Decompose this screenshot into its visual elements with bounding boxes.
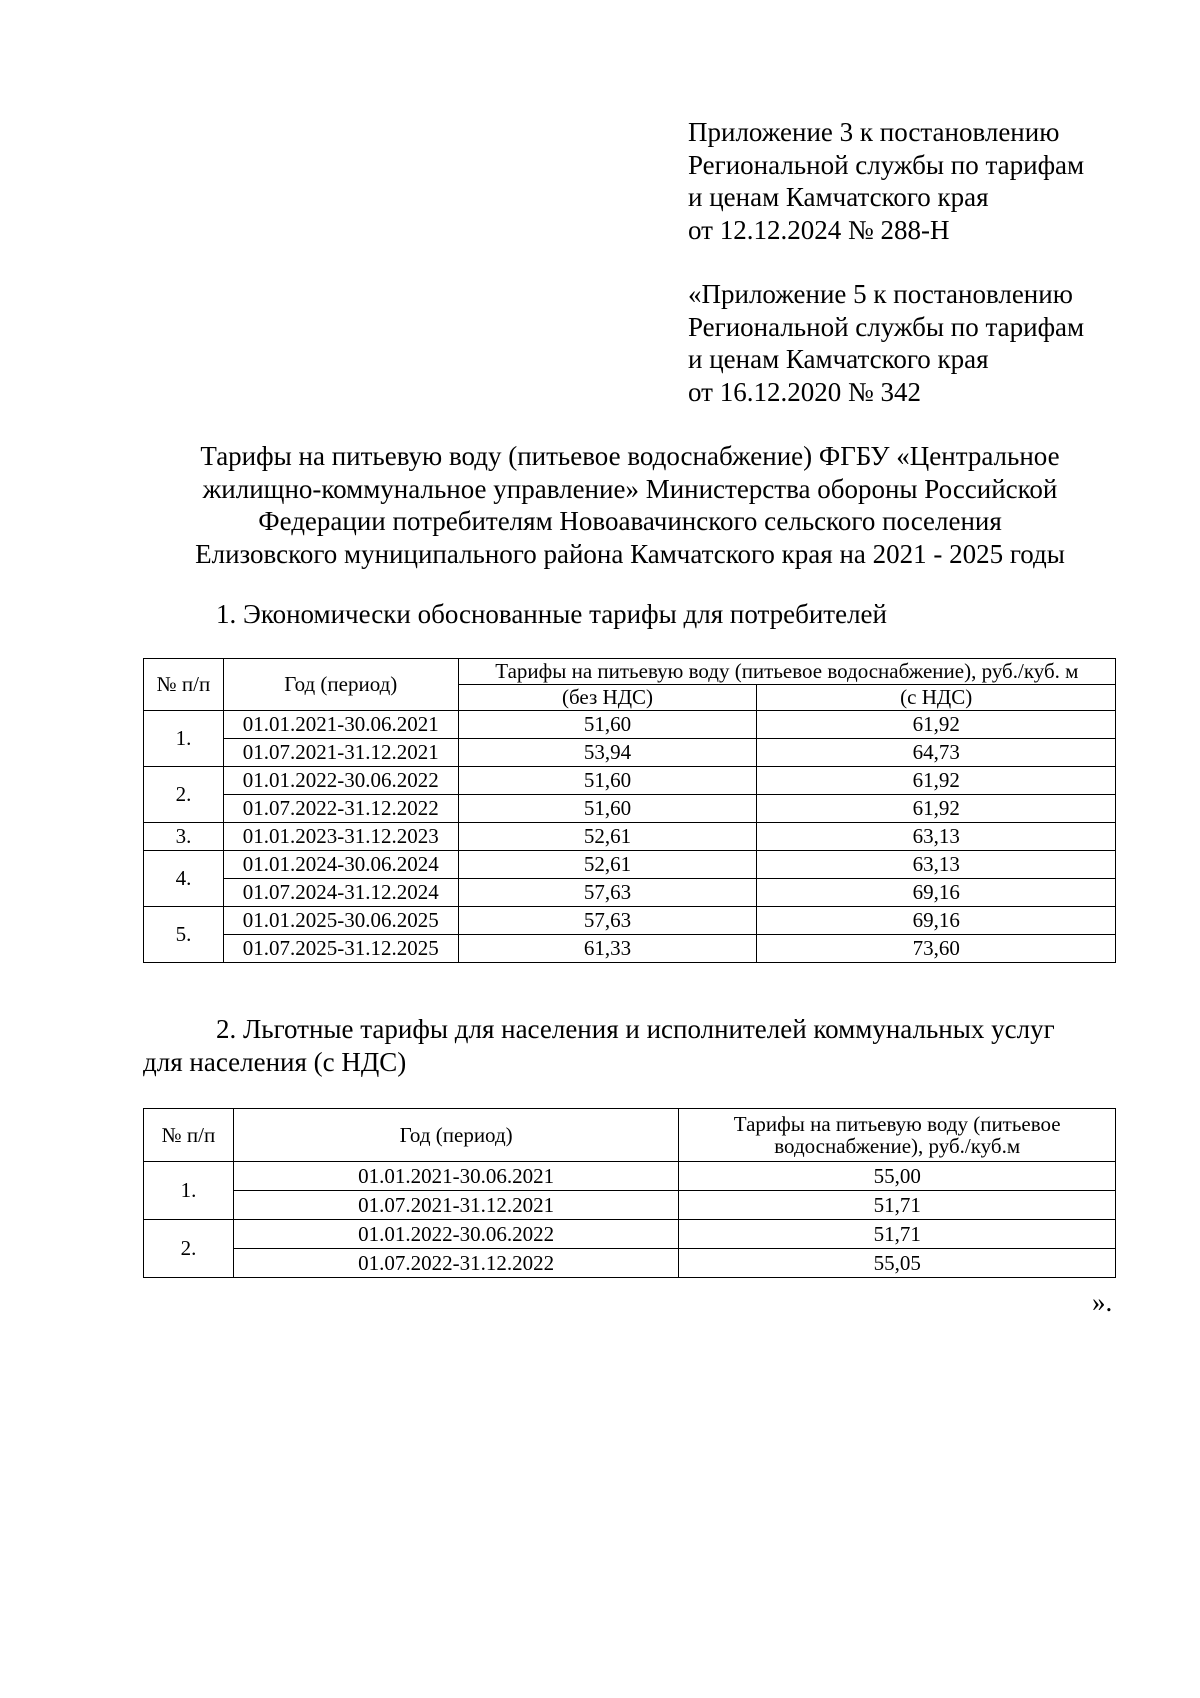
tariff-without-vat-cell: 52,61 <box>458 823 757 851</box>
tariff-with-vat-cell: 61,92 <box>757 795 1116 823</box>
column-header-tariff: Тарифы на питьевую воду (питьевое водоснабжение), руб./куб. м <box>458 659 1115 685</box>
period-cell: 01.01.2025-30.06.2025 <box>223 907 458 935</box>
row-number: 1. <box>144 711 224 767</box>
period-cell: 01.07.2024-31.12.2024 <box>223 879 458 907</box>
annex-line: Региональной службы по тарифам <box>688 311 1085 342</box>
annex-reference-previous <box>688 278 1158 408</box>
row-number: 5. <box>144 907 224 963</box>
table-row <box>144 1191 1116 1220</box>
preferential-tariffs-table <box>143 1108 1116 1278</box>
period-cell: 01.01.2024-30.06.2024 <box>223 851 458 879</box>
table-row <box>144 739 1116 767</box>
tariff-cell: 55,05 <box>679 1249 1116 1278</box>
period-cell: 01.01.2021-30.06.2021 <box>223 711 458 739</box>
tariff-with-vat-cell: 61,92 <box>757 767 1116 795</box>
period-cell: 01.07.2025-31.12.2025 <box>223 935 458 963</box>
column-header-tariff <box>679 1109 1116 1162</box>
period-cell: 01.01.2022-30.06.2022 <box>233 1220 679 1249</box>
section-2-heading-continuation: для населения (с НДС) <box>143 1047 407 1077</box>
tariff-with-vat-cell: 61,92 <box>757 711 1116 739</box>
period-cell: 01.07.2022-31.12.2022 <box>223 795 458 823</box>
tariff-header-line: водоснабжение), руб./куб.м <box>774 1134 1021 1158</box>
row-number: 1. <box>144 1162 234 1220</box>
row-number: 2. <box>144 1220 234 1278</box>
table-row <box>144 1249 1116 1278</box>
period-cell: 01.01.2022-30.06.2022 <box>223 767 458 795</box>
tariff-cell: 55,00 <box>679 1162 1116 1191</box>
table-row <box>144 879 1116 907</box>
tariff-without-vat-cell: 51,60 <box>458 767 757 795</box>
annex-line: «Приложение 5 к постановлению <box>688 279 1073 309</box>
period-cell: 01.01.2021-30.06.2021 <box>233 1162 679 1191</box>
annex-line: и ценам Камчатского края <box>688 344 989 374</box>
tariff-cell: 51,71 <box>679 1220 1116 1249</box>
period-cell: 01.01.2023-31.12.2023 <box>223 823 458 851</box>
row-number: 4. <box>144 851 224 907</box>
table-row <box>144 1220 1116 1249</box>
column-header-with-vat: (с НДС) <box>757 685 1116 711</box>
table-row <box>144 935 1116 963</box>
row-number: 3. <box>144 823 224 851</box>
column-header-period: Год (период) <box>223 659 458 711</box>
table-row <box>144 907 1116 935</box>
table-row <box>144 767 1116 795</box>
period-cell: 01.07.2021-31.12.2021 <box>233 1191 679 1220</box>
column-header-without-vat: (без НДС) <box>458 685 757 711</box>
annex-line: от 16.12.2020 № 342 <box>688 376 921 407</box>
title-line: Тарифы на питьевую воду (питьевое водоснабжение) ФГБУ «Центральное <box>200 441 1060 471</box>
table-row <box>144 823 1116 851</box>
title-line: жилищно-коммунальное управление» Министерства обороны Российской <box>202 473 1058 504</box>
table-row <box>144 851 1116 879</box>
table-row <box>144 795 1116 823</box>
document-title <box>140 440 1120 570</box>
tariff-without-vat-cell: 51,60 <box>458 711 757 739</box>
tariff-with-vat-cell: 69,16 <box>757 907 1116 935</box>
section-2-heading: 2. Льготные тарифы для населения и исполнителей коммунальных услуг <box>216 1014 1055 1044</box>
period-cell: 01.07.2021-31.12.2021 <box>223 739 458 767</box>
tariff-with-vat-cell: 63,13 <box>757 823 1116 851</box>
annex-line: Региональной службы по тарифам <box>688 149 1085 180</box>
period-cell: 01.07.2022-31.12.2022 <box>233 1249 679 1278</box>
annex-line: и ценам Камчатского края <box>688 182 989 212</box>
tariff-without-vat-cell: 57,63 <box>458 879 757 907</box>
tariff-with-vat-cell: 73,60 <box>757 935 1116 963</box>
section-1-heading: 1. Экономически обоснованные тарифы для потребителей <box>216 599 887 629</box>
column-header-number: № п/п <box>144 1109 234 1162</box>
tariff-cell: 51,71 <box>679 1191 1116 1220</box>
closing-quote-mark: ». <box>1092 1287 1113 1317</box>
annex-line: от 12.12.2024 № 288-Н <box>688 214 950 245</box>
tariff-with-vat-cell: 63,13 <box>757 851 1116 879</box>
tariff-without-vat-cell: 61,33 <box>458 935 757 963</box>
table-row <box>144 1162 1116 1191</box>
tariff-without-vat-cell: 52,61 <box>458 851 757 879</box>
column-header-period: Год (период) <box>233 1109 679 1162</box>
title-line: Елизовского муниципального района Камчатского края на 2021 - 2025 годы <box>195 538 1065 569</box>
annex-reference-current <box>688 116 1158 246</box>
tariff-without-vat-cell: 51,60 <box>458 795 757 823</box>
tariff-without-vat-cell: 57,63 <box>458 907 757 935</box>
tariff-with-vat-cell: 64,73 <box>757 739 1116 767</box>
tariff-without-vat-cell: 53,94 <box>458 739 757 767</box>
tariff-header-line: Тарифы на питьевую воду (питьевое <box>733 1111 1061 1136</box>
economic-tariffs-table <box>143 658 1116 963</box>
column-header-number: № п/п <box>144 659 224 711</box>
table-row <box>144 711 1116 739</box>
row-number: 2. <box>144 767 224 823</box>
title-line: Федерации потребителям Новоавачинского сельского поселения <box>258 506 1002 536</box>
tariff-with-vat-cell: 69,16 <box>757 879 1116 907</box>
annex-line: Приложение 3 к постановлению <box>688 117 1060 147</box>
